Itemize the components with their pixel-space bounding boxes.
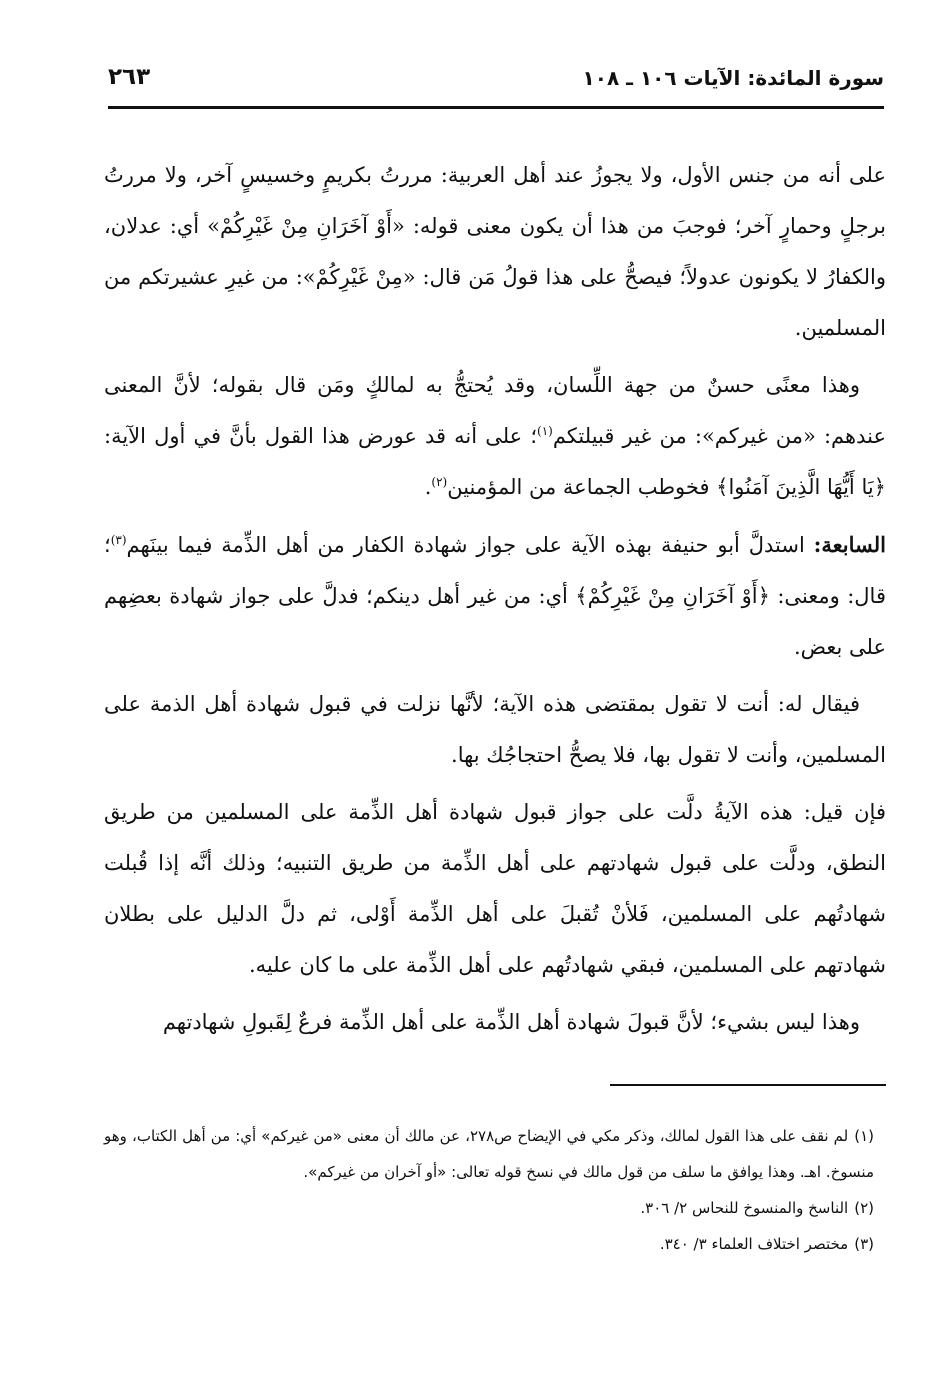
footnote-ref-2[interactable]: (٢) <box>431 475 448 489</box>
paragraph-2-text-cont: ؛ على أنه قد عورض هذا القول بأنَّ في أول الآية: ﴿يَا أَيُّهَا الَّذِينَ آمَنُوا﴾ فخوطب الجماعة من المؤمنين <box>104 424 886 499</box>
page-number: ٢٦٣ <box>108 64 151 90</box>
paragraph-6: وهذا ليس بشيء؛ لأنَّ قبولَ شهادة أهل الذِّمة على أهل الذِّمة فرعٌ لِقَبولِ شهادتهم <box>162 1010 860 1034</box>
footnote-number: (٢) <box>854 1199 874 1217</box>
footnote-number: (٣) <box>854 1235 874 1253</box>
main-text <box>104 150 886 1054</box>
paragraph-3 <box>104 519 886 673</box>
section-lead-seventh: السابعة: <box>813 532 886 557</box>
footnotes <box>104 1118 874 1262</box>
paragraph-3-text-cont: ؛ قال: ومعنى: ﴿أَوْ آخَرَانِ مِنْ غَيْرِكُمْ﴾ أي: من غير أهل دينكم؛ فدلَّ على جواز شهادة بعضِهم على بعض. <box>104 533 886 659</box>
paragraph-5: فإن قيل: هذه الآيةُ دلَّت على جواز قبول شهادة أهل الذِّمة على المسلمين من طريق النطق، ودلَّت على قبول شهادتهم على أهل الذِّمة من طريق التنبيه؛ وذلك أنَّه إذا قُبلت شهادتُهم على المسلمين، فَلأنْ تُقبلَ على أهل الذِّمة أَوْلى، ثم دلَّ الدليل على بطلان شهادتهم على المسلمين، فبقي شهادتُهم على أهل الذِّمة على ما كان عليه. <box>104 800 886 977</box>
footnote-number: (١) <box>854 1127 875 1145</box>
footnote-2 <box>104 1190 874 1226</box>
paragraph-3-text: استدلَّ أبو حنيفة بهذه الآية على جواز شهادة الكفار من أهل الذِّمة فيما بينَهم <box>126 533 814 557</box>
footnote-ref-1[interactable]: (١) <box>537 424 553 438</box>
footnote-text: مختصر اختلاف العلماء ٣/ ٣٤٠. <box>659 1235 849 1253</box>
paragraph-2-end: . <box>424 475 432 499</box>
footnote-text: لم نقف على هذا القول لمالك، وذكر مكي في الإيضاح ص٢٧٨، عن مالك أن معنى «من غيركم» أي: من أهل الكتاب، وهو منسوخ. اهـ. وهذا يوافق ما سلف من قول مالك في نسخ قوله تعالى: «أو آخران من غيركم». <box>104 1127 874 1181</box>
paragraph-2-text: وهذا معنًى حسنٌ من جهة اللِّسان، وقد يُحتجُّ به لمالكٍ ومَن قال بقوله؛ لأنَّ المعنى عندهم: «من غيركم»: من غير قبيلتكم <box>104 373 886 448</box>
paragraph-4: فيقال له: أنت لا تقول بمقتضى هذه الآية؛ لأنَّها نزلت في قبول شهادة أهل الذمة على المسلمين، وأنت لا تقول بها، فلا يصحُّ احتجاجُك بها. <box>104 692 886 767</box>
footnote-1 <box>104 1118 874 1190</box>
paragraph-2 <box>104 360 886 513</box>
page-header <box>108 60 884 109</box>
footnote-3 <box>104 1226 874 1262</box>
footnote-separator <box>610 1084 886 1086</box>
paragraph-1: على أنه من جنس الأول، ولا يجوزُ عند أهل العربية: مررتُ بكريمٍ وخسيسٍ آخر، ولا مررتُ برجلٍ وحمارٍ آخر؛ فوجبَ من هذا أن يكون معنى قوله: «أَوْ آخَرَانِ مِنْ غَيْرِكُمْ» أي: عدلان، والكفارُ لا يكونون عدولاً؛ فيصحُّ على هذا قولُ مَن قال: «مِنْ غَيْرِكُمْ»: من غيرِ عشيرتكم من المسلمين. <box>104 163 886 340</box>
footnote-text: الناسخ والمنسوخ للنحاس ٢/ ٣٠٦. <box>640 1199 849 1217</box>
footnote-ref-3[interactable]: (٣) <box>110 533 127 547</box>
running-title: سورة المائدة: الآيات ١٠٦ ـ ١٠٨ <box>582 66 884 90</box>
